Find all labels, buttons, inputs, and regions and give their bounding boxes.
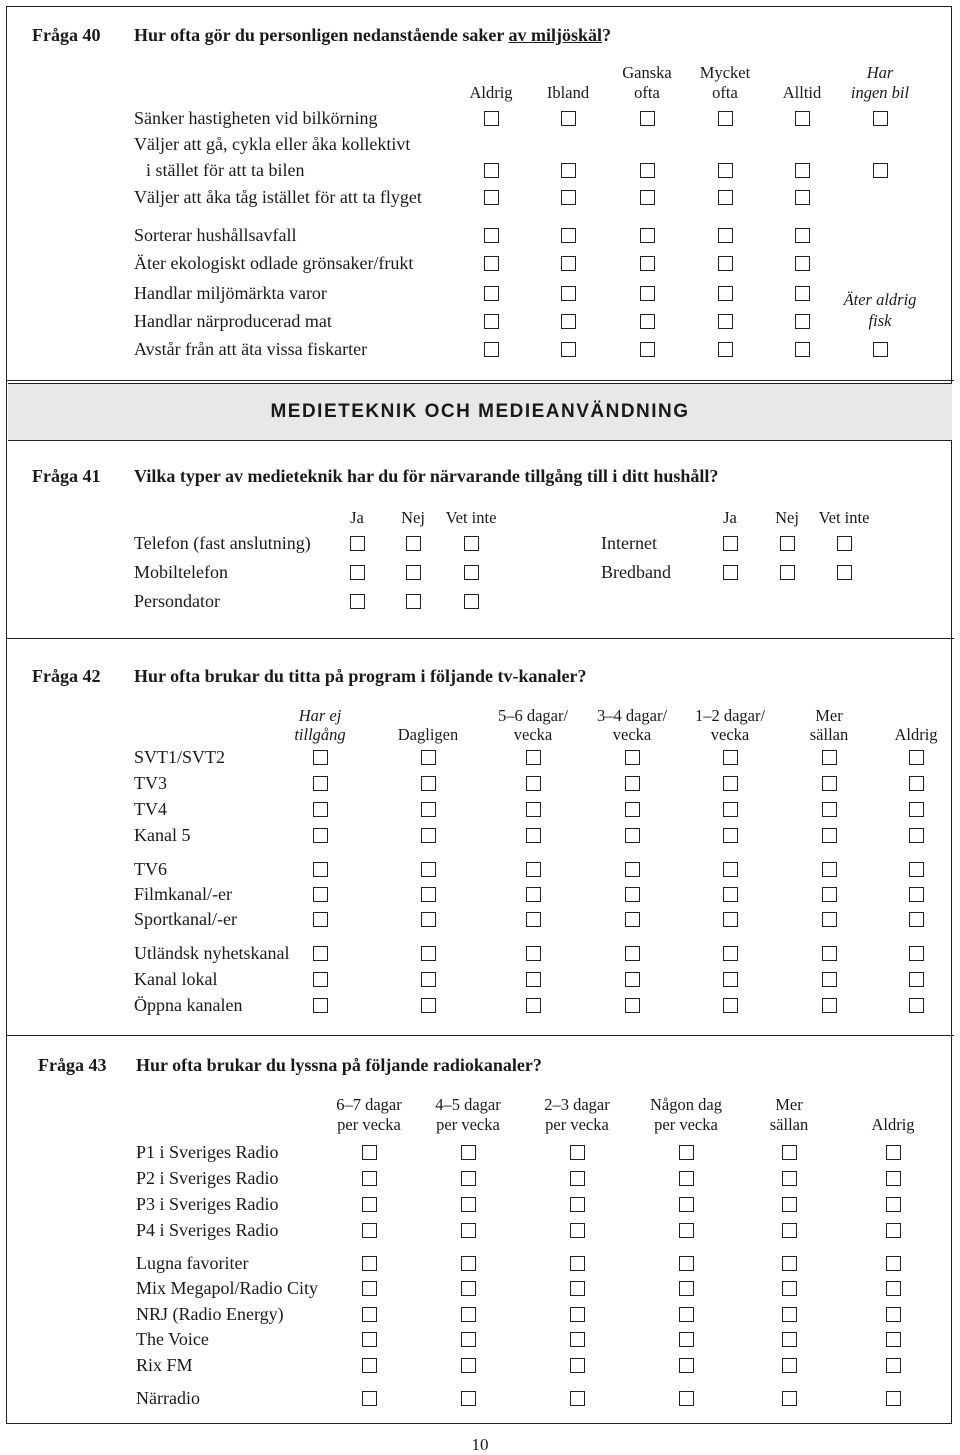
- q40-checkbox[interactable]: [484, 111, 499, 126]
- q43-header-line2: sällan: [769, 1115, 809, 1134]
- q40-checkbox[interactable]: [484, 314, 499, 329]
- q43-checkbox[interactable]: [782, 1307, 797, 1322]
- q41-checkbox[interactable]: [723, 536, 738, 551]
- q43-checkbox[interactable]: [886, 1358, 901, 1373]
- divider-q42: [6, 1035, 954, 1036]
- q40-checkbox[interactable]: [484, 190, 499, 205]
- q43-checkbox[interactable]: [782, 1332, 797, 1347]
- q40-checkbox[interactable]: [718, 163, 733, 178]
- q42-checkbox[interactable]: [526, 946, 541, 961]
- q43-checkbox[interactable]: [886, 1332, 901, 1347]
- q43-checkbox[interactable]: [362, 1358, 377, 1373]
- q40-checkbox[interactable]: [640, 163, 655, 178]
- q40-header-line2: ofta: [634, 83, 660, 102]
- q41-checkbox[interactable]: [406, 536, 421, 551]
- q40-checkbox[interactable]: [561, 342, 576, 357]
- q42-checkbox[interactable]: [822, 998, 837, 1013]
- q41-checkbox[interactable]: [406, 565, 421, 580]
- q40-checkbox[interactable]: [795, 111, 810, 126]
- q40-row-label: Väljer att åka tåg istället för att ta flyget: [134, 187, 422, 207]
- q42-header-line1: 3–4 dagar/: [596, 706, 668, 725]
- q43-checkbox[interactable]: [570, 1171, 585, 1186]
- q42-checkbox[interactable]: [909, 802, 924, 817]
- q42-checkbox[interactable]: [822, 776, 837, 791]
- q40-checkbox[interactable]: [718, 342, 733, 357]
- q43-row-label: P3 i Sveriges Radio: [136, 1194, 279, 1214]
- q43-checkbox[interactable]: [362, 1171, 377, 1186]
- q42-checkbox[interactable]: [723, 946, 738, 961]
- q43-checkbox[interactable]: [570, 1256, 585, 1271]
- q41-header-right: Nej: [775, 508, 799, 527]
- q42-checkbox[interactable]: [313, 862, 328, 877]
- q43-header-line1: 4–5 dagar: [435, 1095, 501, 1114]
- q43-checkbox[interactable]: [679, 1391, 694, 1406]
- q42-checkbox[interactable]: [421, 887, 436, 902]
- q43-number: Fråga 43: [38, 1055, 107, 1075]
- q40-checkbox[interactable]: [795, 286, 810, 301]
- q43-checkbox[interactable]: [362, 1307, 377, 1322]
- q42-checkbox[interactable]: [625, 802, 640, 817]
- q40-header-line2: ingen bil: [850, 83, 910, 102]
- q42-checkbox[interactable]: [625, 776, 640, 791]
- q43-checkbox[interactable]: [461, 1391, 476, 1406]
- q43-row-label: Mix Megapol/Radio City: [136, 1278, 318, 1298]
- q40-checkbox[interactable]: [640, 190, 655, 205]
- q42-checkbox[interactable]: [313, 802, 328, 817]
- q42-checkbox[interactable]: [909, 912, 924, 927]
- q41-checkbox[interactable]: [837, 536, 852, 551]
- q43-checkbox[interactable]: [570, 1391, 585, 1406]
- q42-checkbox[interactable]: [723, 998, 738, 1013]
- q43-row-label: Närradio: [136, 1388, 200, 1408]
- q41-checkbox[interactable]: [464, 565, 479, 580]
- q42-checkbox[interactable]: [909, 998, 924, 1013]
- q42-checkbox[interactable]: [313, 946, 328, 961]
- q42-header-line2: vecka: [513, 725, 553, 744]
- q42-checkbox[interactable]: [625, 750, 640, 765]
- q42-checkbox[interactable]: [421, 776, 436, 791]
- q40-checkbox[interactable]: [640, 256, 655, 271]
- q41-number: Fråga 41: [32, 466, 101, 486]
- q40-checkbox[interactable]: [561, 256, 576, 271]
- q40-checkbox[interactable]: [795, 342, 810, 357]
- q41-checkbox[interactable]: [350, 536, 365, 551]
- q42-checkbox[interactable]: [723, 750, 738, 765]
- q42-checkbox[interactable]: [421, 998, 436, 1013]
- q43-header-line2: per vecka: [545, 1115, 609, 1134]
- q43-checkbox[interactable]: [461, 1332, 476, 1347]
- q41-checkbox[interactable]: [406, 594, 421, 609]
- q40-row-label: Väljer att gå, cykla eller åka kollektivt: [134, 134, 411, 154]
- q42-row-label: Kanal lokal: [134, 969, 218, 989]
- q40-number: Fråga 40: [32, 25, 101, 45]
- q42-checkbox[interactable]: [909, 946, 924, 961]
- q42-row-label: SVT1/SVT2: [134, 747, 226, 767]
- q42-checkbox[interactable]: [909, 828, 924, 843]
- q42-checkbox[interactable]: [625, 912, 640, 927]
- q41-checkbox[interactable]: [350, 565, 365, 580]
- q42-header-line2: sällan: [809, 725, 849, 744]
- q42-header-line2: tillgång: [294, 725, 346, 744]
- q40-row-label: Äter ekologiskt odlade grönsaker/frukt: [134, 253, 414, 273]
- q43-checkbox[interactable]: [782, 1281, 797, 1296]
- q43-checkbox[interactable]: [886, 1197, 901, 1212]
- q41-checkbox[interactable]: [723, 565, 738, 580]
- q42-checkbox[interactable]: [822, 887, 837, 902]
- q43-checkbox[interactable]: [461, 1358, 476, 1373]
- q42-checkbox[interactable]: [625, 887, 640, 902]
- q41-row-label: Mobiltelefon: [134, 562, 228, 582]
- q43-checkbox[interactable]: [461, 1307, 476, 1322]
- q42-checkbox[interactable]: [421, 750, 436, 765]
- q40-checkbox[interactable]: [718, 228, 733, 243]
- q41-question: Vilka typer av medieteknik har du för närvarande tillgång till i ditt hushåll?: [134, 466, 719, 486]
- q43-checkbox[interactable]: [782, 1256, 797, 1271]
- q40-checkbox[interactable]: [484, 228, 499, 243]
- q42-checkbox[interactable]: [909, 776, 924, 791]
- q42-row-label: Öppna kanalen: [134, 995, 243, 1015]
- q43-checkbox[interactable]: [461, 1197, 476, 1212]
- q40-checkbox[interactable]: [718, 190, 733, 205]
- q43-row-label: P4 i Sveriges Radio: [136, 1220, 279, 1240]
- q43-checkbox[interactable]: [570, 1332, 585, 1347]
- q43-checkbox[interactable]: [679, 1332, 694, 1347]
- q41-header-right: Vet inte: [818, 508, 870, 527]
- q42-checkbox[interactable]: [822, 972, 837, 987]
- q40-question: Hur ofta gör du personligen nedanstående saker av miljöskäl?: [134, 25, 612, 45]
- q42-header-line1: Har ej: [298, 706, 342, 725]
- q43-question: Hur ofta brukar du lyssna på följande radiokanaler?: [136, 1055, 542, 1075]
- q41-row-label: Telefon (fast anslutning): [134, 533, 311, 553]
- q42-row-label: TV4: [134, 799, 167, 819]
- divider-q41: [6, 638, 954, 639]
- q42-checkbox[interactable]: [313, 750, 328, 765]
- q40-checkbox[interactable]: [484, 342, 499, 357]
- q42-row-label: Kanal 5: [134, 825, 191, 845]
- q40-header-line2: ofta: [712, 83, 738, 102]
- q43-header-line1: Någon dag: [650, 1095, 722, 1114]
- q40-checkbox[interactable]: [795, 256, 810, 271]
- q43-checkbox[interactable]: [679, 1256, 694, 1271]
- q42-checkbox[interactable]: [723, 776, 738, 791]
- q42-header-line2: vecka: [612, 725, 652, 744]
- q41-checkbox[interactable]: [780, 565, 795, 580]
- q43-checkbox[interactable]: [570, 1197, 585, 1212]
- q43-checkbox[interactable]: [570, 1307, 585, 1322]
- q42-checkbox[interactable]: [625, 998, 640, 1013]
- q40-side-note-line1: Äter aldrig: [843, 290, 917, 309]
- q43-checkbox[interactable]: [461, 1281, 476, 1296]
- q40-checkbox[interactable]: [718, 111, 733, 126]
- q42-checkbox[interactable]: [625, 828, 640, 843]
- section-banner: MEDIETEKNIK OCH MEDIEANVÄNDNING: [8, 383, 952, 441]
- q40-row-label: Avstår från att äta vissa fiskarter: [134, 339, 368, 359]
- q40-header-line1: Mycket: [699, 63, 751, 82]
- q40-checkbox[interactable]: [561, 314, 576, 329]
- q43-checkbox[interactable]: [782, 1223, 797, 1238]
- q40-checkbox[interactable]: [561, 286, 576, 301]
- q40-checkbox[interactable]: [873, 111, 888, 126]
- q43-row-label: Rix FM: [136, 1355, 193, 1375]
- q40-checkbox[interactable]: [561, 111, 576, 126]
- q42-header-line2: vecka: [710, 725, 750, 744]
- q42-checkbox[interactable]: [313, 828, 328, 843]
- q43-row-label: P1 i Sveriges Radio: [136, 1142, 279, 1162]
- q43-checkbox[interactable]: [782, 1391, 797, 1406]
- q42-checkbox[interactable]: [421, 862, 436, 877]
- q40-header-line2: Ibland: [546, 83, 590, 102]
- q40-checkbox[interactable]: [718, 256, 733, 271]
- q40-header-line1: Ganska: [622, 63, 672, 82]
- q42-checkbox[interactable]: [526, 750, 541, 765]
- q42-checkbox[interactable]: [909, 887, 924, 902]
- q40-checkbox[interactable]: [873, 342, 888, 357]
- q42-checkbox[interactable]: [822, 750, 837, 765]
- q40-row-label: Handlar miljömärkta varor: [134, 283, 327, 303]
- q42-number: Fråga 42: [32, 666, 101, 686]
- q40-checkbox[interactable]: [484, 286, 499, 301]
- q40-checkbox[interactable]: [640, 342, 655, 357]
- q40-checkbox[interactable]: [484, 163, 499, 178]
- q43-checkbox[interactable]: [679, 1171, 694, 1186]
- q43-checkbox[interactable]: [461, 1256, 476, 1271]
- q41-header-left: Ja: [350, 508, 364, 527]
- q40-checkbox[interactable]: [795, 314, 810, 329]
- q42-header-line1: 5–6 dagar/: [497, 706, 569, 725]
- q40-header-line2: Aldrig: [469, 83, 513, 102]
- q42-header-line2: Aldrig: [894, 725, 938, 744]
- q42-checkbox[interactable]: [421, 912, 436, 927]
- q43-checkbox[interactable]: [362, 1197, 377, 1212]
- q40-header-line2: Alltid: [782, 83, 822, 102]
- q42-checkbox[interactable]: [421, 946, 436, 961]
- q42-checkbox[interactable]: [723, 912, 738, 927]
- q43-checkbox[interactable]: [570, 1281, 585, 1296]
- q40-checkbox[interactable]: [640, 314, 655, 329]
- q42-checkbox[interactable]: [526, 802, 541, 817]
- q41-checkbox[interactable]: [464, 536, 479, 551]
- q43-checkbox[interactable]: [782, 1171, 797, 1186]
- q41-checkbox[interactable]: [464, 594, 479, 609]
- q42-checkbox[interactable]: [526, 887, 541, 902]
- q42-checkbox[interactable]: [822, 912, 837, 927]
- q43-checkbox[interactable]: [886, 1281, 901, 1296]
- q42-checkbox[interactable]: [421, 972, 436, 987]
- q42-checkbox[interactable]: [723, 862, 738, 877]
- q40-checkbox[interactable]: [718, 286, 733, 301]
- q42-checkbox[interactable]: [723, 887, 738, 902]
- q42-checkbox[interactable]: [822, 802, 837, 817]
- q41-header-left: Vet inte: [445, 508, 497, 527]
- q42-checkbox[interactable]: [313, 776, 328, 791]
- q43-checkbox[interactable]: [362, 1145, 377, 1160]
- q43-checkbox[interactable]: [570, 1145, 585, 1160]
- q43-checkbox[interactable]: [886, 1223, 901, 1238]
- q43-checkbox[interactable]: [886, 1307, 901, 1322]
- q40-row-label-cont: i stället för att ta bilen: [146, 160, 305, 180]
- q43-checkbox[interactable]: [362, 1256, 377, 1271]
- q43-checkbox[interactable]: [362, 1332, 377, 1347]
- q43-checkbox[interactable]: [362, 1281, 377, 1296]
- q41-header-left: Nej: [401, 508, 425, 527]
- q43-checkbox[interactable]: [679, 1307, 694, 1322]
- q40-checkbox[interactable]: [873, 163, 888, 178]
- q43-checkbox[interactable]: [679, 1145, 694, 1160]
- q42-checkbox[interactable]: [526, 912, 541, 927]
- q42-checkbox[interactable]: [526, 998, 541, 1013]
- divider-q40: [6, 380, 954, 381]
- q43-checkbox[interactable]: [570, 1223, 585, 1238]
- q43-checkbox[interactable]: [886, 1391, 901, 1406]
- q42-question: Hur ofta brukar du titta på program i följande tv-kanaler?: [134, 666, 587, 686]
- q42-checkbox[interactable]: [625, 972, 640, 987]
- q40-row-label: Handlar närproducerad mat: [134, 311, 332, 331]
- q43-checkbox[interactable]: [570, 1358, 585, 1373]
- q40-row-label: Sorterar hushållsavfall: [134, 225, 297, 245]
- page-number: 10: [471, 1435, 489, 1454]
- q41-checkbox[interactable]: [350, 594, 365, 609]
- q43-row-label: Lugna favoriter: [136, 1253, 249, 1273]
- q43-header-line2: per vecka: [436, 1115, 500, 1134]
- q42-checkbox[interactable]: [822, 862, 837, 877]
- q43-header-line2: per vecka: [337, 1115, 401, 1134]
- q43-header-line1: Mer: [775, 1095, 803, 1114]
- q42-checkbox[interactable]: [313, 887, 328, 902]
- q41-row-label-right: Internet: [601, 533, 657, 553]
- q42-checkbox[interactable]: [909, 972, 924, 987]
- q43-checkbox[interactable]: [782, 1358, 797, 1373]
- q42-checkbox[interactable]: [625, 862, 640, 877]
- q40-checkbox[interactable]: [561, 228, 576, 243]
- q43-checkbox[interactable]: [886, 1145, 901, 1160]
- q42-checkbox[interactable]: [822, 946, 837, 961]
- q43-checkbox[interactable]: [679, 1281, 694, 1296]
- q43-header-line1: 2–3 dagar: [544, 1095, 610, 1114]
- q41-checkbox[interactable]: [780, 536, 795, 551]
- q43-checkbox[interactable]: [461, 1145, 476, 1160]
- q42-row-label: Filmkanal/-er: [134, 884, 232, 904]
- q42-checkbox[interactable]: [625, 946, 640, 961]
- q42-checkbox[interactable]: [526, 828, 541, 843]
- q40-checkbox[interactable]: [484, 256, 499, 271]
- q42-header-line1: Mer: [815, 706, 843, 725]
- q43-checkbox[interactable]: [679, 1223, 694, 1238]
- q42-checkbox[interactable]: [526, 972, 541, 987]
- q42-row-label: Sportkanal/-er: [134, 909, 237, 929]
- q43-checkbox[interactable]: [782, 1145, 797, 1160]
- q43-checkbox[interactable]: [886, 1256, 901, 1271]
- q40-checkbox[interactable]: [795, 163, 810, 178]
- q40-checkbox[interactable]: [640, 228, 655, 243]
- q40-side-note-line2: fisk: [868, 311, 892, 330]
- q42-checkbox[interactable]: [313, 998, 328, 1013]
- q43-header-line1: 6–7 dagar: [336, 1095, 402, 1114]
- q42-checkbox[interactable]: [822, 828, 837, 843]
- q40-header-line1: Har: [866, 63, 894, 82]
- q42-checkbox[interactable]: [723, 802, 738, 817]
- q43-checkbox[interactable]: [461, 1223, 476, 1238]
- q43-row-label: The Voice: [136, 1329, 209, 1349]
- q42-header-line2: Dagligen: [397, 725, 459, 744]
- q43-checkbox[interactable]: [886, 1171, 901, 1186]
- q42-checkbox[interactable]: [421, 828, 436, 843]
- q43-row-label: P2 i Sveriges Radio: [136, 1168, 279, 1188]
- q42-checkbox[interactable]: [909, 750, 924, 765]
- q43-header-line2: per vecka: [654, 1115, 718, 1134]
- q40-checkbox[interactable]: [561, 163, 576, 178]
- q42-checkbox[interactable]: [313, 972, 328, 987]
- q43-checkbox[interactable]: [362, 1223, 377, 1238]
- q42-header-line1: 1–2 dagar/: [694, 706, 766, 725]
- q42-checkbox[interactable]: [313, 912, 328, 927]
- q40-checkbox[interactable]: [795, 190, 810, 205]
- q43-checkbox[interactable]: [679, 1197, 694, 1212]
- q42-checkbox[interactable]: [526, 776, 541, 791]
- q41-row-label: Persondator: [134, 591, 220, 611]
- q42-checkbox[interactable]: [909, 862, 924, 877]
- q43-header-line2: Aldrig: [871, 1115, 915, 1134]
- q42-row-label: Utländsk nyhetskanal: [134, 943, 290, 963]
- q42-checkbox[interactable]: [723, 828, 738, 843]
- q40-checkbox[interactable]: [561, 190, 576, 205]
- q43-row-label: NRJ (Radio Energy): [136, 1304, 284, 1324]
- q43-checkbox[interactable]: [782, 1197, 797, 1212]
- q42-checkbox[interactable]: [421, 802, 436, 817]
- q42-row-label: TV3: [134, 773, 167, 793]
- q43-checkbox[interactable]: [461, 1171, 476, 1186]
- q41-header-right: Ja: [723, 508, 737, 527]
- q40-checkbox[interactable]: [795, 228, 810, 243]
- q40-row-label: Sänker hastigheten vid bilkörning: [134, 108, 378, 128]
- q40-checkbox[interactable]: [640, 111, 655, 126]
- q43-checkbox[interactable]: [679, 1358, 694, 1373]
- q41-checkbox[interactable]: [837, 565, 852, 580]
- q42-row-label: TV6: [134, 859, 167, 879]
- q42-checkbox[interactable]: [526, 862, 541, 877]
- q42-checkbox[interactable]: [723, 972, 738, 987]
- q40-checkbox[interactable]: [718, 314, 733, 329]
- q40-checkbox[interactable]: [640, 286, 655, 301]
- q41-row-label-right: Bredband: [601, 562, 671, 582]
- q43-checkbox[interactable]: [362, 1391, 377, 1406]
